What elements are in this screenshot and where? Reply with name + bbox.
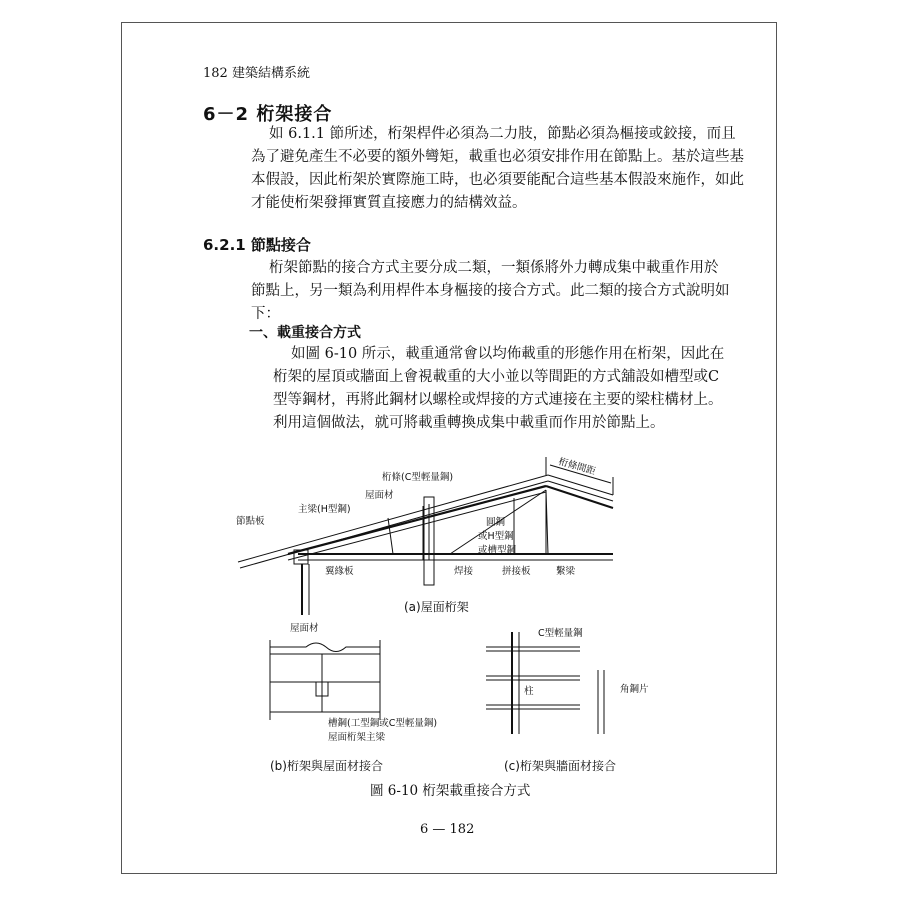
label-weld: 焊接: [454, 566, 474, 577]
label-roof-truss-beam: 屋面桁架主梁: [328, 732, 386, 743]
text-line: 型等鋼材，再將此鋼材以螺栓或焊接的方式連接在主要的梁柱構材上。: [273, 392, 723, 408]
label-round-steel-alt1: 或H型鋼: [478, 531, 514, 542]
caption-a: (a)屋面桁架: [404, 600, 469, 614]
label-angle-steel: 角鋼片: [620, 684, 649, 695]
text-line: 利用這個做法，就可將載重轉換成集中載重而作用於節點上。: [273, 415, 665, 431]
section-title: 6－2 桁架接合: [203, 104, 333, 125]
text-line: 如圖 6-10 所示，載重通常會以均佈載重的形態作用在桁架，因此在: [291, 346, 725, 362]
label-purlin: 桁條(C型輕量鋼): [382, 472, 454, 483]
text-line: 才能使桁架發揮實質直接應力的結構效益。: [251, 195, 527, 211]
text-line: 為了避免產生不必要的額外彎矩，載重也必須安排作用在節點上。基於這些基: [251, 149, 744, 165]
text-line: 節點上，另一類為利用桿件本身樞接的接合方式。此二類的接合方式說明如: [251, 283, 730, 299]
text-line: 本假設，因此桁架於實際施工時，也必須要能配合這些基本假設來施作，如此: [251, 172, 744, 188]
label-purlin-spacing: 桁條間距: [557, 456, 597, 478]
text-line: 桁架的屋頂或牆面上會視載重的大小並以等間距的方式舖設如槽型或C: [273, 369, 720, 385]
paragraph-3: [273, 343, 724, 435]
figure-6-10-diagram: [228, 450, 688, 795]
figure-caption: 圖 6-10 桁架載重接合方式: [370, 783, 531, 799]
subsection-title: 6.2.1 節點接合: [203, 236, 311, 254]
running-header: 182 建築結構系統: [203, 66, 310, 81]
heading-3: 一、載重接合方式: [249, 325, 361, 341]
wall-connection-drawing: [486, 632, 604, 734]
label-column: 柱: [524, 686, 534, 697]
label-main-beam: 主梁(H型鋼): [298, 504, 351, 515]
label-splice-plate: 拼接板: [502, 566, 531, 577]
label-round-steel: 圓鋼: [486, 517, 506, 528]
label-roof-material: 屋面材: [365, 490, 394, 501]
label-c-steel: C型輕量鋼: [538, 628, 583, 639]
text-line: 下：: [251, 306, 280, 322]
caption-b: (b)桁架與屋面材接合: [270, 759, 383, 773]
figure-labels: [236, 455, 649, 773]
label-roof-material-b: 屋面材: [290, 623, 319, 634]
caption-c: (c)桁架與牆面材接合: [504, 759, 616, 773]
label-gusset: 節點板: [236, 516, 265, 527]
label-round-steel-alt2: 或槽型鋼: [478, 545, 517, 556]
page-number: 6 — 182: [420, 822, 475, 837]
label-channel-steel: 槽鋼(工型鋼或C型輕量鋼): [328, 718, 438, 729]
paragraph-2: [251, 257, 730, 326]
text-line: 如 6.1.1 節所述，桁架桿件必須為二力肢，節點必須為樞接或鉸接，而且: [269, 126, 736, 142]
roof-connection-drawing: [270, 640, 380, 720]
label-wing-plate: 翼緣板: [325, 566, 354, 577]
label-tie-beam: 繫梁: [556, 566, 576, 577]
paragraph-1: [251, 123, 744, 215]
text-line: 桁架節點的接合方式主要分成二類，一類係將外力轉成集中載重作用於: [269, 260, 719, 276]
